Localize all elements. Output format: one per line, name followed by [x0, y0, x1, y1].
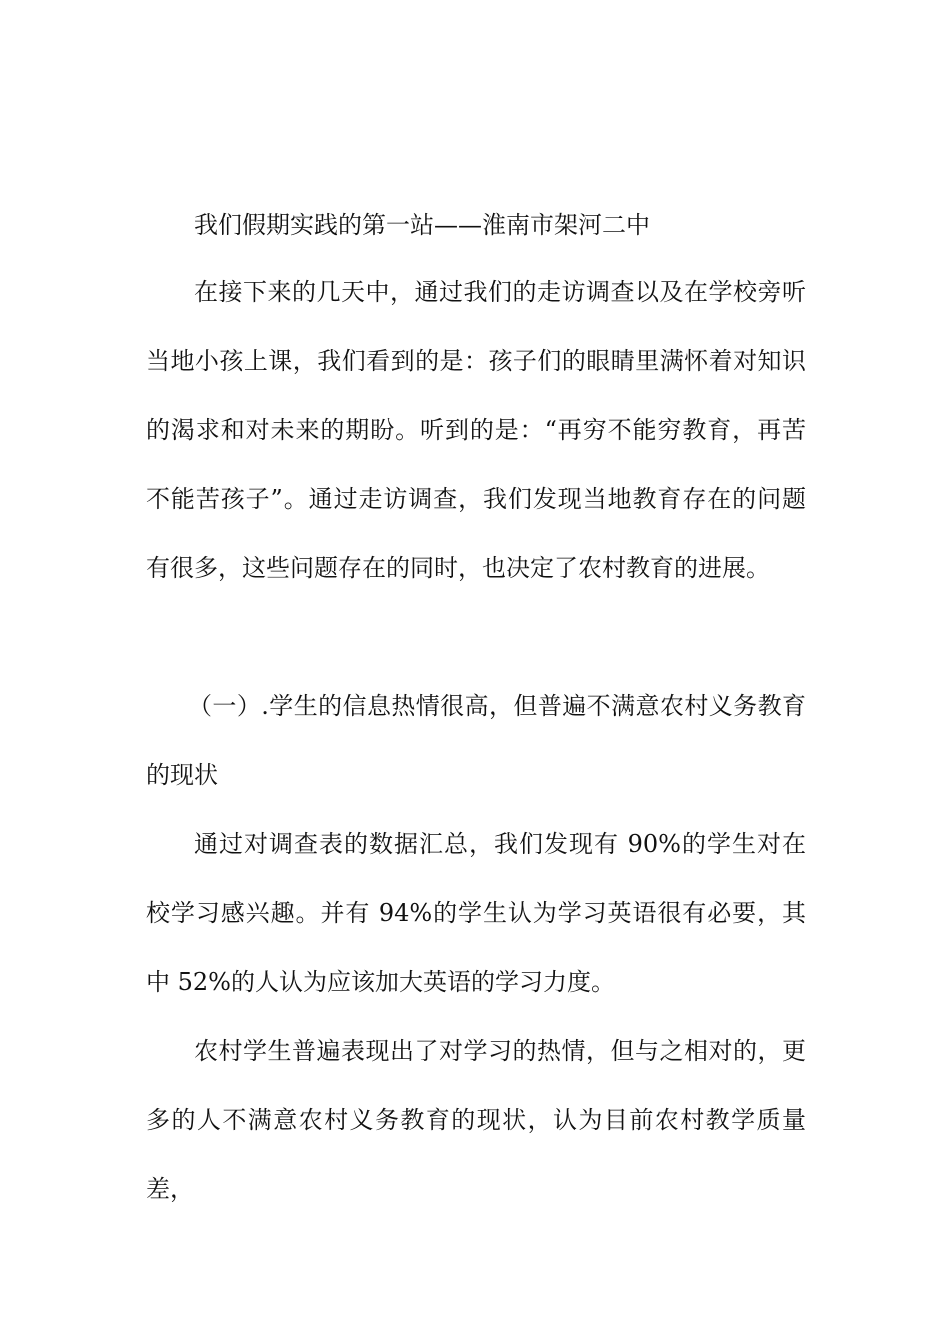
section-subtitle: 我们假期实践的第一站——淮南市架河二中 — [194, 211, 650, 239]
section-heading-1: （一）.学生的信息热情很高，但普遍不满意农村义务教育的现状 — [146, 692, 806, 789]
paragraph-dissatisfaction: 农村学生普遍表现出了对学习的热情，但与之相对的，更多的人不满意农村义务教育的现状，认为目前农村教学质量差， — [146, 1037, 806, 1203]
document-body — [146, 200, 806, 1224]
paragraph-fieldwork-intro: 在接下来的几天中，通过我们的走访调查以及在学校旁听当地小孩上课，我们看到的是：孩子们的眼睛里满怀着对知识的渴求和对未来的期盼。听到的是：“再穷不能穷教育，再苦不能苦孩子”。通过走访调查，我们发现当地教育存在的问题有很多，这些问题存在的同时，也决定了农村教育的进展。 — [146, 278, 806, 582]
paragraph-gap — [146, 603, 806, 672]
paragraph-survey-results: 通过对调查表的数据汇总，我们发现有 90%的学生对在校学习感兴趣。并有 94%的学生认为学习英语很有必要，其中 52%的人认为应该加大英语的学习力度。 — [146, 830, 806, 996]
